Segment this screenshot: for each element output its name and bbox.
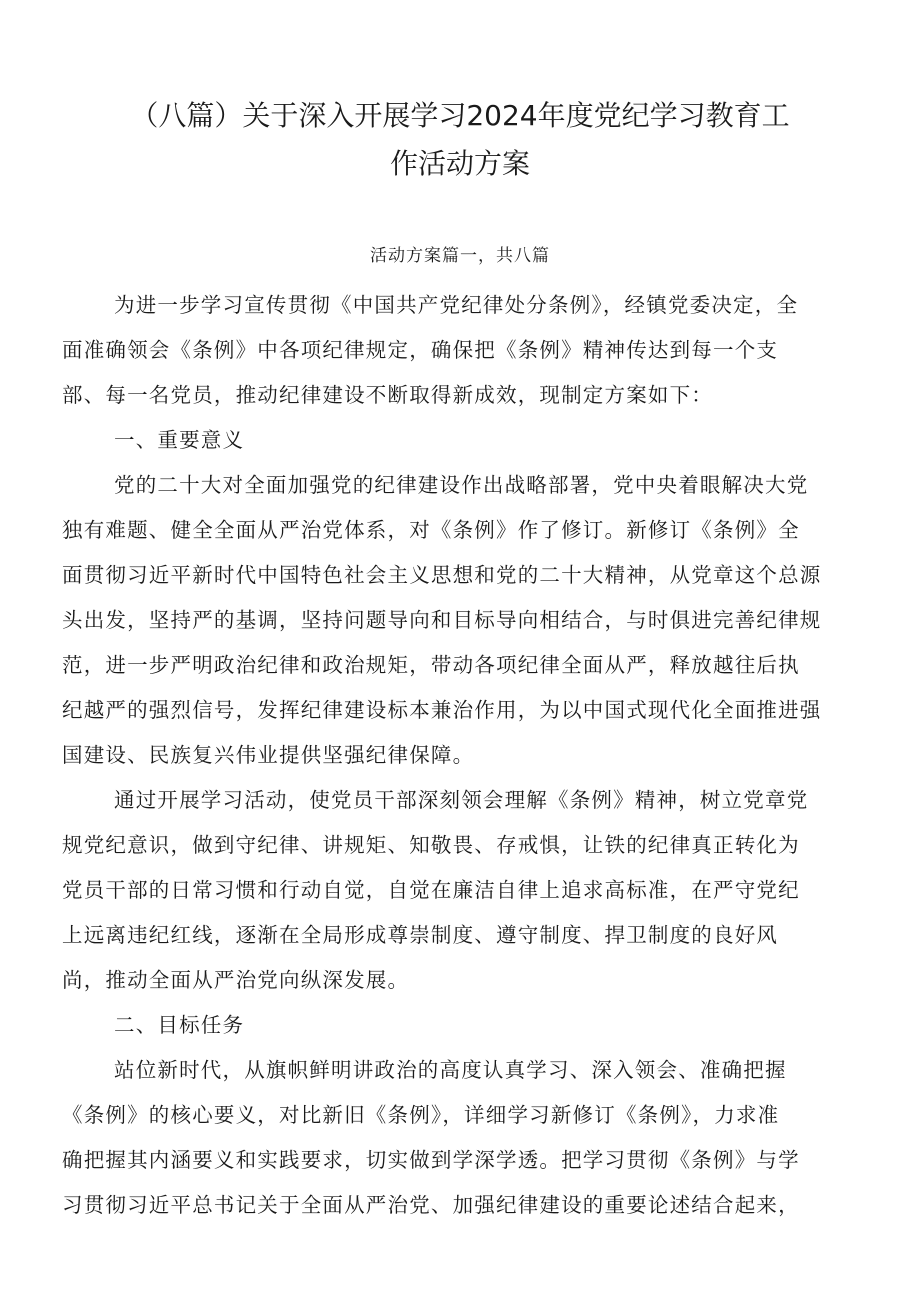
text-line: 部、每一名党员，推动纪律建设不断取得新成效，现制定方案如下： xyxy=(62,383,713,407)
text-line: 范，进一步严明政治纪律和政治规矩，带动各项纪律全面从严，释放越往后执 xyxy=(62,653,800,677)
paragraph-intro xyxy=(62,283,862,418)
text-line: 头出发，坚持严的基调，坚持问题导向和目标导向相结合，与时俱进完善纪律规 xyxy=(62,608,822,632)
section-heading-tasks xyxy=(62,1003,862,1048)
text-line: 独有难题、健全全面从严治党体系，对《条例》作了修订。新修订《条例》全 xyxy=(62,518,800,542)
text-line: 习贯彻习近平总书记关于全面从严治党、加强纪律建设的重要论述结合起来， xyxy=(62,1193,800,1217)
text-line: 党员干部的日常习惯和行动自觉，自觉在廉洁自律上追求高标准，在严守党纪 xyxy=(62,878,800,902)
document-title xyxy=(70,92,850,188)
paragraph-activity-goals xyxy=(62,778,862,1003)
title-line-2: 作活动方案 xyxy=(389,147,530,180)
text-line: 上远离违纪红线，逐渐在全局形成尊崇制度、遵守制度、捍卫制度的良好风 xyxy=(62,923,779,947)
document-body xyxy=(62,283,862,1228)
text-line: 面准确领会《条例》中各项纪律规定，确保把《条例》精神传达到每一个支 xyxy=(62,338,779,362)
text-line: 纪越严的强烈信号，发挥纪律建设标本兼治作用，为以中国式现代化全面推进强 xyxy=(62,698,822,722)
section-heading-significance xyxy=(62,418,862,463)
heading-text: 一、重要意义 xyxy=(114,428,245,452)
paragraph-tasks xyxy=(62,1048,862,1228)
text-line: 面贯彻习近平新时代中国特色社会主义思想和党的二十大精神，从党章这个总源 xyxy=(62,563,822,587)
document-subtitle: 活动方案篇一，共八篇 xyxy=(370,246,550,266)
paragraph-significance xyxy=(62,463,862,778)
title-line-1: （八篇）关于深入开展学习2024年度党纪学习教育工 xyxy=(130,99,790,132)
heading-text: 二、目标任务 xyxy=(114,1013,245,1037)
text-line: 《条例》的核心要义，对比新旧《条例》，详细学习新修订《条例》，力求准 xyxy=(62,1103,780,1127)
text-line: 为进一步学习宣传贯彻《中国共产党纪律处分条例》，经镇党委决定，全 xyxy=(114,293,799,317)
text-line: 规党纪意识，做到守纪律、讲规矩、知敬畏、存戒惧，让铁的纪律真正转化为 xyxy=(62,833,800,857)
text-line: 党的二十大对全面加强党的纪律建设作出战略部署，党中央着眼解决大党 xyxy=(114,473,809,497)
text-line: 确把握其内涵要义和实践要求，切实做到学深学透。把学习贯彻《条例》与学 xyxy=(62,1148,800,1172)
text-line: 通过开展学习活动，使党员干部深刻领会理解《条例》精神，树立党章党 xyxy=(114,788,809,812)
text-line: 国建设、民族复兴伟业提供坚强纪律保障。 xyxy=(62,743,475,767)
text-line: 尚，推动全面从严治党向纵深发展。 xyxy=(62,968,410,992)
text-line: 站位新时代，从旗帜鲜明讲政治的高度认真学习、深入领会、准确把握 xyxy=(114,1058,787,1082)
